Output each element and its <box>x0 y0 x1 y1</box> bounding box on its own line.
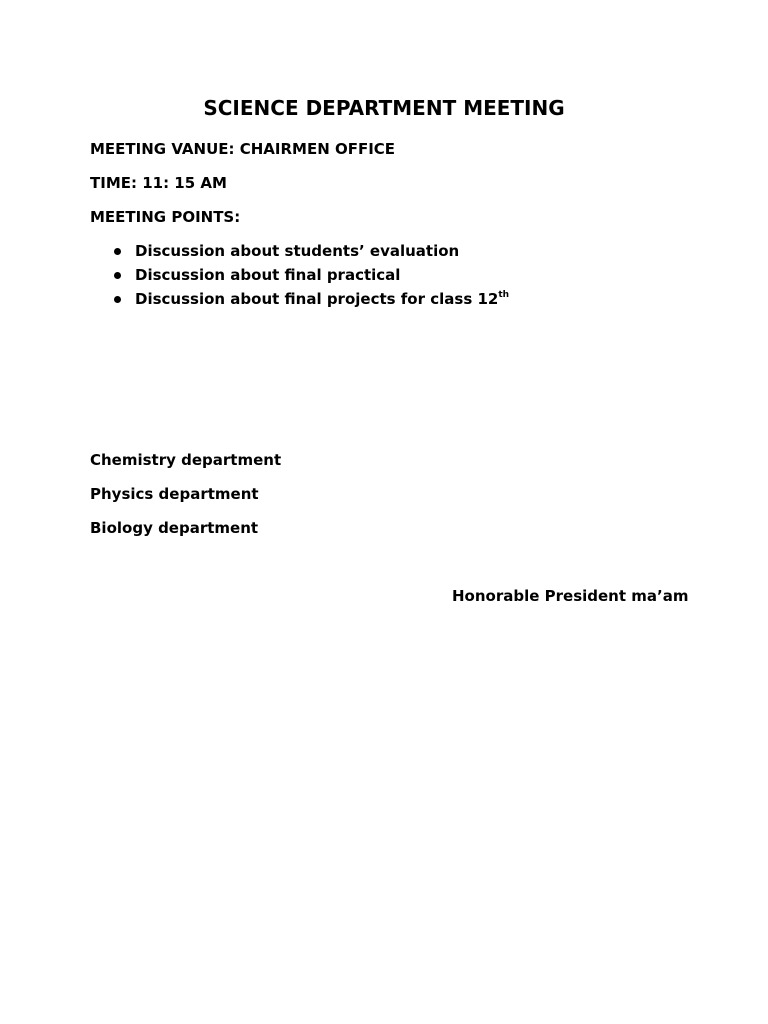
list-item <box>90 264 509 288</box>
meeting-points-list <box>90 240 509 312</box>
bullet-icon <box>114 296 121 303</box>
signature-line: Honorable President ma’am <box>452 587 689 605</box>
bullet-icon <box>114 272 121 279</box>
meeting-point-text: Discussion about students’ evaluation <box>135 242 460 260</box>
ordinal-superscript: th <box>498 290 510 300</box>
meeting-point-text: Discussion about final practical <box>135 266 401 284</box>
meeting-time: TIME: 11: 15 AM <box>90 174 227 192</box>
department-biology: Biology department <box>90 519 259 537</box>
bullet-icon <box>114 248 121 255</box>
meeting-points-heading: MEETING POINTS: <box>90 208 241 226</box>
document-title: SCIENCE DEPARTMENT MEETING <box>203 96 565 120</box>
department-chemistry: Chemistry department <box>90 451 282 469</box>
department-physics: Physics department <box>90 485 259 503</box>
meeting-venue: MEETING VANUE: CHAIRMEN OFFICE <box>90 140 396 158</box>
list-item <box>90 288 509 312</box>
meeting-point-text: Discussion about final projects for class 12 <box>135 290 499 308</box>
list-item <box>90 240 509 264</box>
